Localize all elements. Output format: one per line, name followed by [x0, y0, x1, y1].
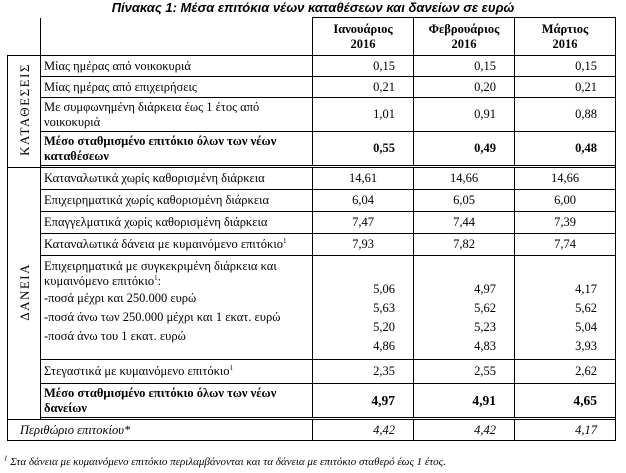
- row-label: Καταναλωτικά δάνεια με κυμαινόμενο επιτόκιο$^1$: [41, 234, 313, 256]
- table-row: [8, 212, 616, 234]
- cell-value: 0,88: [515, 98, 616, 132]
- row-label-group: Επιχειρηματικά με συγκεκριμένη διάρκεια και κυμαινόμενο επιτόκιο$^1$: -ποσά μέχρι και 250.000 ευρώ -ποσά άνω των 250.000 μέχρι και 1 εκατ. ευρώ -ποσά άνω του 1 εκατ. ευρώ: [41, 256, 313, 360]
- table-row-margin: [8, 420, 616, 441]
- cell-value: 4,65: [515, 384, 616, 418]
- cell-value: 2,35: [313, 360, 414, 384]
- cell-value: 6,05: [414, 190, 515, 212]
- cell-value: 4,91: [414, 384, 515, 418]
- cell-value: 0,55: [313, 132, 414, 166]
- footnote: $^1$ Στα δάνεια με κυμαινόμενο επιτόκιο περιλαμβάνονται και τα δάνεια με επιτόκιο σταθερό έως 1 έτος.: [4, 454, 446, 468]
- cell-value: 7,82: [414, 234, 515, 256]
- table-row: [8, 168, 616, 190]
- row-label: Με συμφωνημένη διάρκεια έως 1 έτος από νοικοκυριά: [41, 98, 313, 132]
- row-label: Επιχειρηματικά χωρίς καθορισμένη διάρκεια: [41, 190, 313, 212]
- cell-value: 0,20: [414, 77, 515, 98]
- footnote-mark: 1: [282, 236, 287, 245]
- cell-value: 7,39: [515, 212, 616, 234]
- table-row: [8, 77, 616, 98]
- table-row: [8, 56, 616, 77]
- cell-value: 0,15: [313, 56, 414, 77]
- col-header-mar: [515, 18, 616, 56]
- cell-value: 0,15: [515, 56, 616, 77]
- row-label: Καταναλωτικά χωρίς καθορισμένη διάρκεια: [41, 168, 313, 190]
- cell-value: 0,48: [515, 132, 616, 166]
- loans-section-label: ΔΑΝΕΙΑ: [8, 168, 41, 420]
- table-row: [8, 234, 616, 256]
- sub-row-label: -ποσά άνω του 1 εκατ. ευρώ: [44, 329, 186, 343]
- cell-value-stack: 4,17 5,62 5,04 3,93: [515, 256, 616, 360]
- cell-value: 4,17: [515, 420, 616, 441]
- cell-value: 0,91: [414, 98, 515, 132]
- cell-value-stack: 4,97 5,62 5,23 4,83: [414, 256, 515, 360]
- cell-value: 7,74: [515, 234, 616, 256]
- cell-value: 2,55: [414, 360, 515, 384]
- col-year: 2016: [451, 36, 477, 51]
- row-label: Μίας ημέρας από νοικοκυριά: [41, 56, 313, 77]
- row-label: Μέσο σταθμισμένο επιτόκιο όλων των νέων δανείων: [41, 384, 313, 418]
- footnote-mark: 1: [4, 454, 8, 463]
- interest-rates-table: [7, 17, 616, 441]
- col-header-jan: [313, 18, 414, 56]
- cell-value: 1,01: [313, 98, 414, 132]
- row-label: Μίας ημέρας από επιχειρήσεις: [41, 77, 313, 98]
- table-title: Πίνακας 1: Μέσα επιτόκια νέων καταθέσεων και δανείων σε ευρώ: [111, 0, 515, 15]
- row-label: Περιθώριο επιτοκίου*: [8, 420, 313, 441]
- cell-value: 7,44: [414, 212, 515, 234]
- deposits-section-label: ΚΑΤΑΘΕΣΕΙΣ: [8, 56, 41, 168]
- col-month: Μάρτιος: [541, 21, 589, 36]
- table-row-business-fixed-term: [8, 256, 616, 360]
- table-row: [8, 132, 616, 166]
- col-month: Φεβρουάριος: [428, 21, 500, 36]
- empty-corner: [8, 18, 41, 56]
- footnote-mark: 1: [154, 273, 158, 282]
- cell-value: 7,93: [313, 234, 414, 256]
- cell-value: 4,42: [313, 420, 414, 441]
- col-year: 2016: [350, 36, 376, 51]
- cell-value: 6,00: [515, 190, 616, 212]
- cell-value: 0,21: [313, 77, 414, 98]
- cell-value-stack: 5,06 5,63 5,20 4,86: [313, 256, 414, 360]
- sub-row-label: -ποσά άνω των 250.000 μέχρι και 1 εκατ. ευρώ: [44, 310, 281, 324]
- table-row: [8, 98, 616, 132]
- row-label: Μέσο σταθμισμένο επιτόκιο όλων των νέων καταθέσεων: [41, 132, 313, 166]
- cell-value: 2,62: [515, 360, 616, 384]
- header-row: [8, 18, 616, 56]
- table-row: [8, 190, 616, 212]
- cell-value: 4,42: [414, 420, 515, 441]
- cell-value: 0,49: [414, 132, 515, 166]
- cell-value: 14,66: [515, 168, 616, 190]
- cell-value: 14,66: [414, 168, 515, 190]
- row-label: Στεγαστικά με κυμαινόμενο επιτόκιο$^1$: [41, 360, 313, 384]
- cell-value: 0,21: [515, 77, 616, 98]
- cell-value: 6,04: [313, 190, 414, 212]
- empty-header: [41, 18, 313, 56]
- cell-value: 7,47: [313, 212, 414, 234]
- col-header-feb: [414, 18, 515, 56]
- row-label: Επαγγελματικά χωρίς καθορισμένη διάρκεια: [41, 212, 313, 234]
- footnote-mark: 1: [229, 363, 234, 372]
- sub-row-label: -ποσά μέχρι και 250.000 ευρώ: [44, 291, 197, 305]
- col-month: Ιανουάριος: [333, 21, 393, 36]
- cell-value: 0,15: [414, 56, 515, 77]
- table-row: [8, 384, 616, 418]
- col-year: 2016: [552, 36, 578, 51]
- cell-value: 14,61: [313, 168, 414, 190]
- cell-value: 4,97: [313, 384, 414, 418]
- table-row: [8, 360, 616, 384]
